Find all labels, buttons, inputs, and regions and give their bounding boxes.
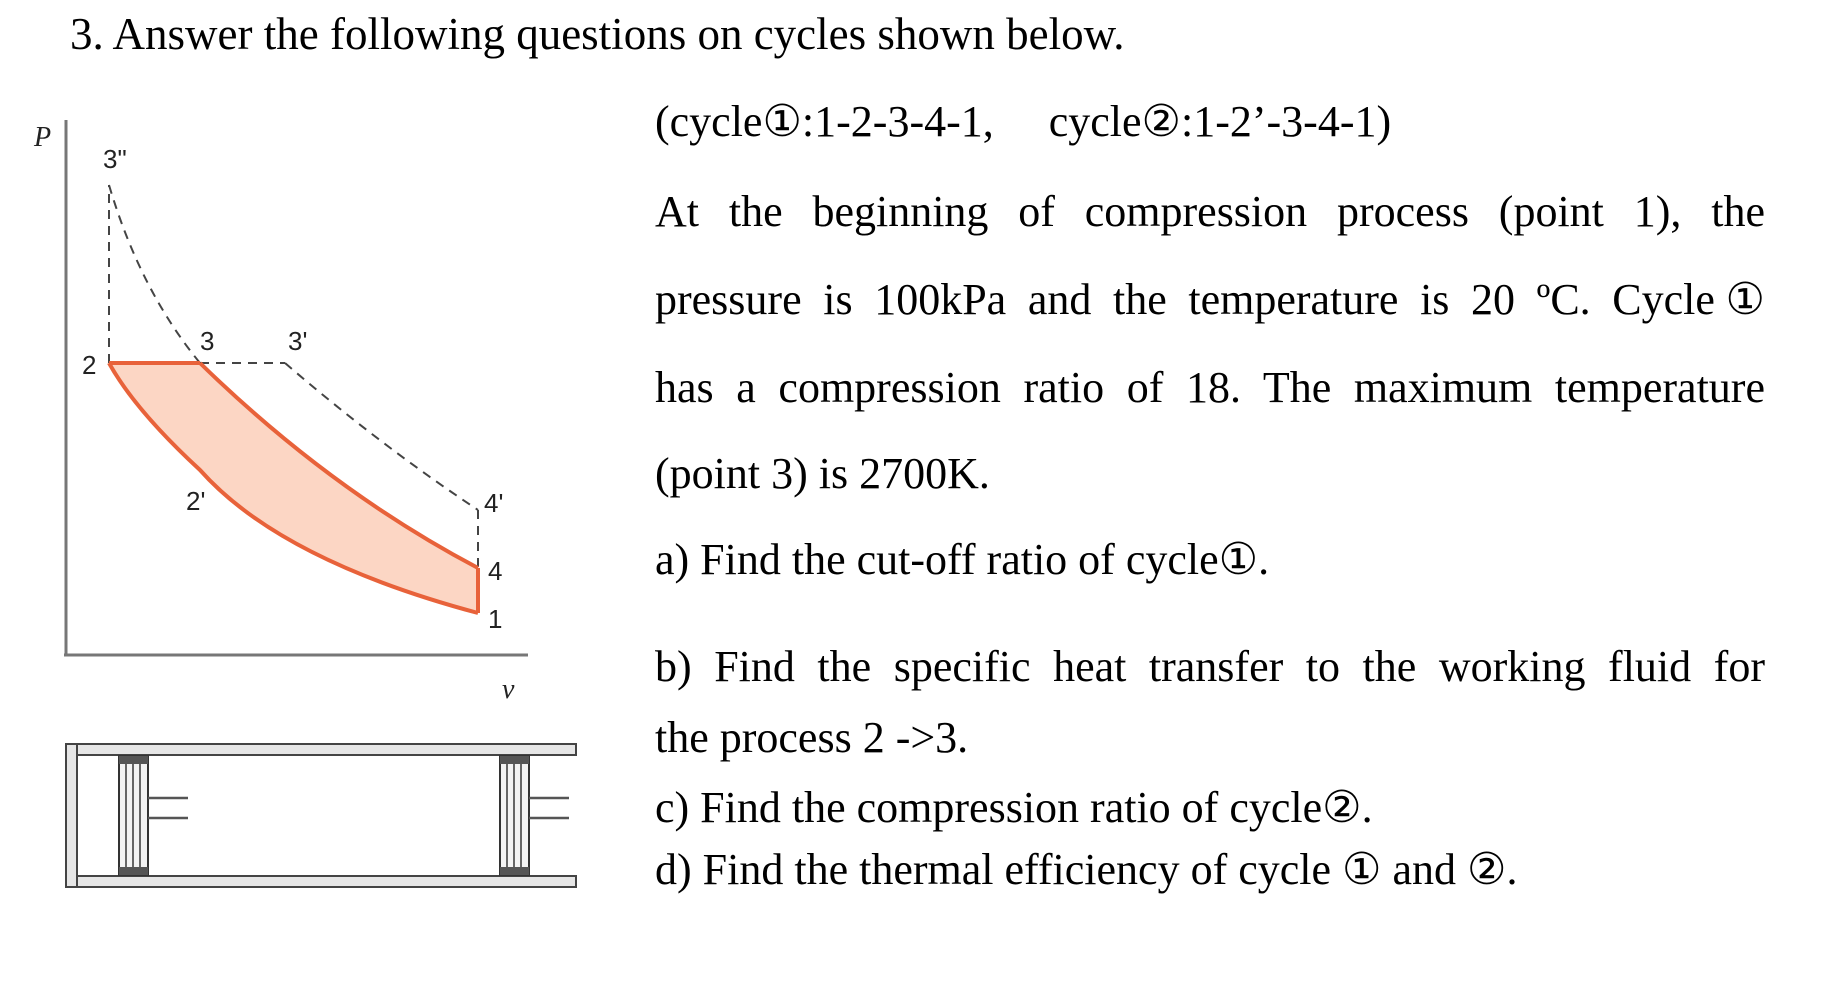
- point-label-3d: 3': [288, 326, 308, 356]
- cylinder-wall-bottom: [66, 876, 576, 887]
- point-label-3dd: 3": [103, 144, 127, 174]
- cycle-area: [109, 363, 478, 613]
- question-a: a) Find the cut-off ratio of cycle①.: [655, 535, 1270, 584]
- cylinder-wall-top: [66, 744, 576, 755]
- question-d: d) Find the thermal efficiency of cycle ① and ②.: [655, 845, 1518, 894]
- dashed-3dd-to-3: [109, 185, 200, 363]
- question-b-line-2: the process 2 ->3.: [655, 713, 969, 762]
- piston-cylinder-sketch: [66, 744, 576, 887]
- problem-title: 3. Answer the following questions on cycles shown below.: [70, 9, 1125, 59]
- given-line-2: pressure is 100kPa and the temperature is 20 ºC. Cycle①: [655, 275, 1765, 324]
- cycle-definitions: (cycle①:1-2-3-4-1, cycle②:1-2’-3-4-1): [655, 97, 1392, 146]
- y-axis-label: P: [34, 122, 52, 153]
- x-axis-label: v: [502, 674, 515, 705]
- point-label-2d: 2': [186, 486, 206, 516]
- given-line-1: At the beginning of compression process (point 1), the: [655, 187, 1765, 236]
- question-b-line-1: b) Find the specific heat transfer to the working fluid for: [655, 642, 1765, 691]
- piston-left: [119, 756, 188, 875]
- pv-diagram: [0, 0, 620, 1000]
- cylinder-head: [66, 744, 77, 887]
- piston-right: [500, 756, 569, 875]
- question-c: c) Find the compression ratio of cycle②.: [655, 783, 1373, 832]
- point-label-2: 2: [82, 350, 97, 380]
- point-label-1: 1: [488, 604, 503, 634]
- point-label-4: 4: [488, 556, 503, 586]
- point-label-3: 3: [200, 326, 215, 356]
- point-label-4d: 4': [484, 488, 504, 518]
- given-line-3: has a compression ratio of 18. The maximum temperature: [655, 363, 1765, 412]
- given-line-4: (point 3) is 2700K.: [655, 449, 990, 498]
